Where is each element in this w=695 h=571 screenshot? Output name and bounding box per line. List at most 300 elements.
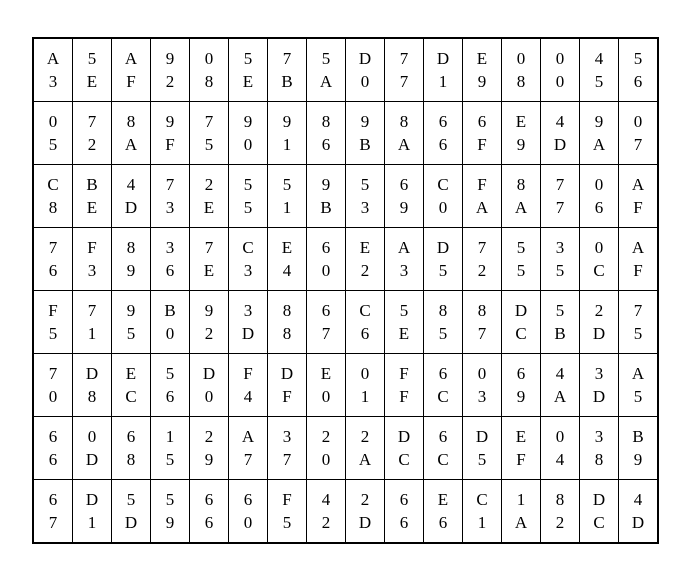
hex-digit-high: 5: [633, 49, 643, 68]
hex-digit-high: 5: [555, 301, 565, 320]
hex-digit-low: 5: [438, 261, 448, 280]
hex-digit-high: 4: [594, 49, 604, 68]
hex-digit-high: 0: [633, 112, 643, 131]
hex-digit-high: 0: [477, 364, 487, 383]
hex-digit-high: D: [436, 238, 450, 257]
hex-cell: [385, 38, 424, 102]
hex-digit-low: E: [398, 324, 410, 343]
hex-digit-high: 0: [594, 175, 604, 194]
hex-digit-high: 2: [204, 427, 214, 446]
hex-digit-high: A: [631, 175, 645, 194]
hex-cell: [385, 291, 424, 354]
hex-digit-low: 7: [555, 198, 565, 217]
hex-grid-body: [33, 38, 658, 543]
hex-digit-low: B: [320, 198, 332, 217]
hex-cell: [151, 228, 190, 291]
hex-digit-high: 0: [555, 49, 565, 68]
hex-cell: [73, 228, 112, 291]
hex-digit-high: 6: [204, 490, 214, 509]
hex-cell: [502, 354, 541, 417]
hex-digit-low: 4: [555, 450, 565, 469]
hex-digit-low: 1: [87, 324, 97, 343]
hex-digit-low: 8: [204, 72, 214, 91]
hex-digit-high: 7: [87, 112, 97, 131]
hex-digit-low: A: [514, 513, 528, 532]
hex-cell: [502, 165, 541, 228]
hex-digit-low: 5: [516, 261, 526, 280]
hex-cell: [502, 102, 541, 165]
hex-digit-high: 7: [165, 175, 175, 194]
hex-cell: [619, 38, 659, 102]
hex-cell: [385, 417, 424, 480]
hex-digit-high: D: [514, 301, 528, 320]
hex-cell: [541, 354, 580, 417]
hex-digit-high: 5: [282, 175, 292, 194]
hex-cell: [229, 291, 268, 354]
hex-digit-high: 7: [555, 175, 565, 194]
hex-digit-low: 6: [48, 450, 58, 469]
hex-digit-high: 5: [165, 490, 175, 509]
hex-digit-high: F: [87, 238, 97, 257]
hex-cell: [307, 102, 346, 165]
hex-digit-low: 7: [477, 324, 487, 343]
hex-digit-low: 6: [204, 513, 214, 532]
hex-cell: [463, 354, 502, 417]
hex-digit-high: 7: [204, 112, 214, 131]
hex-digit-low: D: [553, 135, 567, 154]
hex-digit-low: F: [399, 387, 409, 406]
hex-digit-low: 8: [126, 450, 136, 469]
hex-digit-high: A: [631, 364, 645, 383]
hex-digit-low: 0: [360, 72, 370, 91]
hex-cell: [424, 417, 463, 480]
hex-digit-high: C: [359, 301, 371, 320]
hex-digit-low: 6: [360, 324, 370, 343]
hex-digit-high: 5: [399, 301, 409, 320]
hex-cell: [73, 165, 112, 228]
hex-digit-low: 0: [243, 135, 253, 154]
hex-digit-low: C: [125, 387, 137, 406]
hex-digit-high: 0: [87, 427, 97, 446]
hex-digit-low: 8: [516, 72, 526, 91]
hex-cell: [307, 417, 346, 480]
hex-digit-low: A: [358, 450, 372, 469]
hex-digit-low: 6: [594, 198, 604, 217]
hex-digit-high: A: [241, 427, 255, 446]
hex-cell: [346, 480, 385, 544]
hex-digit-high: 7: [477, 238, 487, 257]
hex-digit-low: F: [633, 198, 643, 217]
hex-digit-high: 2: [360, 427, 370, 446]
hex-digit-low: 5: [477, 450, 487, 469]
hex-digit-low: 0: [48, 387, 58, 406]
hex-digit-high: E: [281, 238, 293, 257]
hex-cell: [385, 228, 424, 291]
hex-cell: [307, 480, 346, 544]
hex-digit-high: B: [86, 175, 98, 194]
hex-digit-low: 5: [243, 198, 253, 217]
hex-digit-high: 7: [399, 49, 409, 68]
hex-cell: [463, 228, 502, 291]
hex-digit-high: F: [243, 364, 253, 383]
hex-cell: [385, 165, 424, 228]
hex-digit-low: A: [592, 135, 606, 154]
hex-cell: [151, 102, 190, 165]
hex-digit-low: 3: [399, 261, 409, 280]
hex-digit-high: 3: [282, 427, 292, 446]
hex-cell: [541, 228, 580, 291]
hex-cell: [346, 417, 385, 480]
hex-cell: [307, 354, 346, 417]
hex-digit-low: 8: [594, 450, 604, 469]
hex-cell: [112, 228, 151, 291]
hex-digit-low: 6: [165, 387, 175, 406]
hex-digit-high: 3: [594, 364, 604, 383]
hex-digit-low: 9: [126, 261, 136, 280]
hex-cell: [268, 38, 307, 102]
hex-cell: [580, 165, 619, 228]
table-row: [33, 165, 658, 228]
hex-cell: [33, 165, 73, 228]
hex-cell: [619, 165, 659, 228]
hex-cell: [307, 291, 346, 354]
hex-digit-high: 8: [438, 301, 448, 320]
hex-digit-low: 9: [516, 387, 526, 406]
hex-digit-high: 2: [321, 427, 331, 446]
hex-digit-low: 3: [48, 72, 58, 91]
hex-digit-high: 8: [282, 301, 292, 320]
hex-cell: [541, 291, 580, 354]
hex-digit-high: 6: [321, 301, 331, 320]
hex-digit-high: 3: [243, 301, 253, 320]
hex-cell: [190, 291, 229, 354]
hex-digit-low: 7: [48, 513, 58, 532]
hex-digit-high: 9: [360, 112, 370, 131]
hex-cell: [190, 228, 229, 291]
hex-digit-low: B: [359, 135, 371, 154]
hex-digit-low: E: [86, 72, 98, 91]
hex-digit-high: 4: [555, 112, 565, 131]
hex-digit-low: 9: [516, 135, 526, 154]
hex-digit-high: 5: [516, 238, 526, 257]
hex-digit-low: 5: [282, 513, 292, 532]
hex-digit-low: 8: [282, 324, 292, 343]
hex-digit-high: 7: [633, 301, 643, 320]
hex-cell: [151, 417, 190, 480]
hex-digit-high: D: [475, 427, 489, 446]
hex-digit-low: F: [165, 135, 175, 154]
hex-digit-high: 6: [243, 490, 253, 509]
hex-cell: [619, 417, 659, 480]
hex-cell: [580, 480, 619, 544]
hex-digit-high: 0: [555, 427, 565, 446]
hex-cell: [541, 102, 580, 165]
hex-digit-low: 0: [555, 72, 565, 91]
hex-digit-low: D: [358, 513, 372, 532]
hex-digit-high: 6: [477, 112, 487, 131]
hex-cell: [190, 165, 229, 228]
hex-cell: [541, 165, 580, 228]
hex-digit-low: 5: [438, 324, 448, 343]
hex-cell: [502, 38, 541, 102]
hex-digit-low: 5: [594, 72, 604, 91]
hex-digit-high: D: [202, 364, 216, 383]
hex-cell: [580, 354, 619, 417]
hex-cell: [346, 228, 385, 291]
hex-digit-low: 0: [165, 324, 175, 343]
hex-digit-high: A: [46, 49, 60, 68]
hex-digit-high: 9: [282, 112, 292, 131]
hex-cell: [307, 165, 346, 228]
hex-digit-high: 6: [399, 490, 409, 509]
hex-digit-high: 0: [516, 49, 526, 68]
hex-cell: [307, 38, 346, 102]
hex-digit-low: F: [282, 387, 292, 406]
hex-digit-low: A: [397, 135, 411, 154]
hex-cell: [385, 354, 424, 417]
hex-digit-low: 1: [282, 198, 292, 217]
hex-cell: [112, 102, 151, 165]
hex-digit-high: F: [48, 301, 58, 320]
hex-digit-low: 9: [204, 450, 214, 469]
hex-digit-low: 9: [165, 513, 175, 532]
hex-cell: [112, 480, 151, 544]
hex-digit-low: 7: [633, 135, 643, 154]
hex-digit-low: A: [514, 198, 528, 217]
hex-cell: [268, 354, 307, 417]
hex-digit-high: D: [85, 364, 99, 383]
hex-digit-high: 6: [126, 427, 136, 446]
hex-digit-high: 9: [126, 301, 136, 320]
hex-digit-high: 5: [321, 49, 331, 68]
hex-cell: [73, 102, 112, 165]
hex-digit-high: 2: [594, 301, 604, 320]
hex-digit-high: D: [592, 490, 606, 509]
table-row: [33, 102, 658, 165]
hex-digit-high: 9: [165, 49, 175, 68]
hex-digit-high: 4: [555, 364, 565, 383]
hex-digit-high: 3: [555, 238, 565, 257]
hex-cell: [580, 417, 619, 480]
hex-digit-low: A: [124, 135, 138, 154]
hex-digit-high: 7: [48, 238, 58, 257]
hex-cell: [190, 102, 229, 165]
hex-cell: [619, 354, 659, 417]
hex-digit-low: A: [553, 387, 567, 406]
hex-digit-high: 9: [243, 112, 253, 131]
hex-digit-high: 2: [204, 175, 214, 194]
hex-digit-low: B: [281, 72, 293, 91]
hex-digit-high: 8: [399, 112, 409, 131]
hex-digit-low: 1: [477, 513, 487, 532]
hex-digit-low: 9: [399, 198, 409, 217]
hex-digit-high: C: [476, 490, 488, 509]
hex-cell: [541, 480, 580, 544]
hex-digit-low: C: [593, 261, 605, 280]
hex-digit-high: 8: [321, 112, 331, 131]
hex-cell: [463, 480, 502, 544]
table-row: [33, 38, 658, 102]
hex-digit-low: 5: [126, 324, 136, 343]
hex-digit-low: 6: [399, 513, 409, 532]
hex-digit-low: 0: [321, 387, 331, 406]
hex-cell: [73, 354, 112, 417]
hex-digit-low: D: [241, 324, 255, 343]
hex-digit-low: 2: [321, 513, 331, 532]
hex-digit-high: C: [437, 175, 449, 194]
hex-cell: [190, 38, 229, 102]
hex-digit-high: 6: [516, 364, 526, 383]
hex-digit-high: C: [47, 175, 59, 194]
hex-digit-low: 5: [165, 450, 175, 469]
hex-digit-low: C: [593, 513, 605, 532]
hex-digit-low: 5: [633, 387, 643, 406]
hex-digit-low: 8: [87, 387, 97, 406]
hex-cell: [619, 228, 659, 291]
hex-cell: [346, 38, 385, 102]
hex-digit-high: 9: [594, 112, 604, 131]
hex-cell: [33, 417, 73, 480]
table-row: [33, 354, 658, 417]
hex-digit-low: 2: [87, 135, 97, 154]
hex-digit-low: 5: [555, 261, 565, 280]
hex-digit-low: 1: [282, 135, 292, 154]
hex-digit-low: 6: [165, 261, 175, 280]
hex-cell: [229, 354, 268, 417]
hex-digit-low: 2: [165, 72, 175, 91]
hex-cell: [424, 102, 463, 165]
hex-digit-high: 5: [243, 49, 253, 68]
hex-digit-high: 5: [87, 49, 97, 68]
hex-digit-high: E: [476, 49, 488, 68]
hex-digit-low: F: [633, 261, 643, 280]
hex-digit-high: 7: [87, 301, 97, 320]
hex-digit-low: 1: [438, 72, 448, 91]
hex-digit-high: E: [437, 490, 449, 509]
hex-cell: [268, 480, 307, 544]
hex-cell: [229, 165, 268, 228]
hex-digit-high: 0: [594, 238, 604, 257]
hex-digit-low: 5: [48, 324, 58, 343]
hex-digit-low: 6: [633, 72, 643, 91]
table-row: [33, 417, 658, 480]
hex-digit-low: 4: [282, 261, 292, 280]
hex-digit-low: 6: [48, 261, 58, 280]
hex-digit-low: 4: [243, 387, 253, 406]
hex-cell: [112, 165, 151, 228]
hex-cell: [463, 291, 502, 354]
hex-digit-high: 0: [48, 112, 58, 131]
hex-cell: [190, 354, 229, 417]
hex-digit-high: A: [631, 238, 645, 257]
hex-cell: [268, 417, 307, 480]
hex-cell: [151, 38, 190, 102]
hex-digit-low: D: [592, 324, 606, 343]
hex-digit-low: D: [124, 513, 138, 532]
hex-digit-low: 5: [48, 135, 58, 154]
hex-digit-low: 3: [87, 261, 97, 280]
hex-cell: [463, 102, 502, 165]
hex-digit-low: 7: [282, 450, 292, 469]
hex-cell: [385, 102, 424, 165]
hex-digit-low: E: [86, 198, 98, 217]
hex-cell: [580, 38, 619, 102]
hex-cell: [33, 291, 73, 354]
hex-digit-high: B: [164, 301, 176, 320]
hex-digit-low: 6: [321, 135, 331, 154]
hex-digit-low: 6: [438, 135, 448, 154]
hex-digit-low: D: [592, 387, 606, 406]
hex-digit-high: A: [124, 49, 138, 68]
hex-cell: [268, 228, 307, 291]
hex-digit-low: 2: [360, 261, 370, 280]
hex-digit-high: E: [320, 364, 332, 383]
hex-digit-low: C: [437, 450, 449, 469]
hex-cell: [619, 291, 659, 354]
hex-cell: [307, 228, 346, 291]
hex-digit-low: 7: [399, 72, 409, 91]
hex-digit-high: 2: [360, 490, 370, 509]
hex-digit-high: 1: [165, 427, 175, 446]
hex-digit-high: E: [125, 364, 137, 383]
hex-cell: [424, 228, 463, 291]
hex-digit-high: D: [85, 490, 99, 509]
hex-digit-low: D: [631, 513, 645, 532]
hex-cell: [229, 480, 268, 544]
hex-digit-low: A: [475, 198, 489, 217]
hex-cell: [502, 480, 541, 544]
hex-digit-high: A: [397, 238, 411, 257]
hex-cell: [151, 480, 190, 544]
hex-cell: [229, 417, 268, 480]
hex-cell: [190, 417, 229, 480]
hex-digit-high: 9: [204, 301, 214, 320]
hex-digit-low: B: [554, 324, 566, 343]
hex-digit-high: 0: [204, 49, 214, 68]
hex-digit-high: 6: [438, 427, 448, 446]
hex-digit-high: 8: [477, 301, 487, 320]
hex-digit-high: 6: [321, 238, 331, 257]
hex-cell: [33, 102, 73, 165]
table-row: [33, 228, 658, 291]
hex-digit-low: F: [126, 72, 136, 91]
hex-digit-low: 2: [204, 324, 214, 343]
hex-cell: [190, 480, 229, 544]
hex-digit-high: 5: [126, 490, 136, 509]
hex-digit-low: F: [516, 450, 526, 469]
hex-cell: [502, 228, 541, 291]
hex-cell: [112, 38, 151, 102]
hex-digit-high: 6: [48, 490, 58, 509]
hex-cell: [346, 102, 385, 165]
hex-digit-low: 0: [204, 387, 214, 406]
hex-cell: [619, 480, 659, 544]
hex-digit-high: F: [399, 364, 409, 383]
hex-digit-low: E: [203, 261, 215, 280]
hex-digit-low: 3: [243, 261, 253, 280]
hex-cell: [33, 228, 73, 291]
hex-digit-high: D: [358, 49, 372, 68]
table-row: [33, 291, 658, 354]
hex-cell: [151, 354, 190, 417]
hex-digit-high: 5: [360, 175, 370, 194]
hex-digit-low: 7: [321, 324, 331, 343]
hex-grid-table: [32, 37, 659, 544]
hex-digit-high: 1: [516, 490, 526, 509]
hex-cell: [151, 291, 190, 354]
hex-cell: [112, 417, 151, 480]
hex-digit-high: D: [397, 427, 411, 446]
